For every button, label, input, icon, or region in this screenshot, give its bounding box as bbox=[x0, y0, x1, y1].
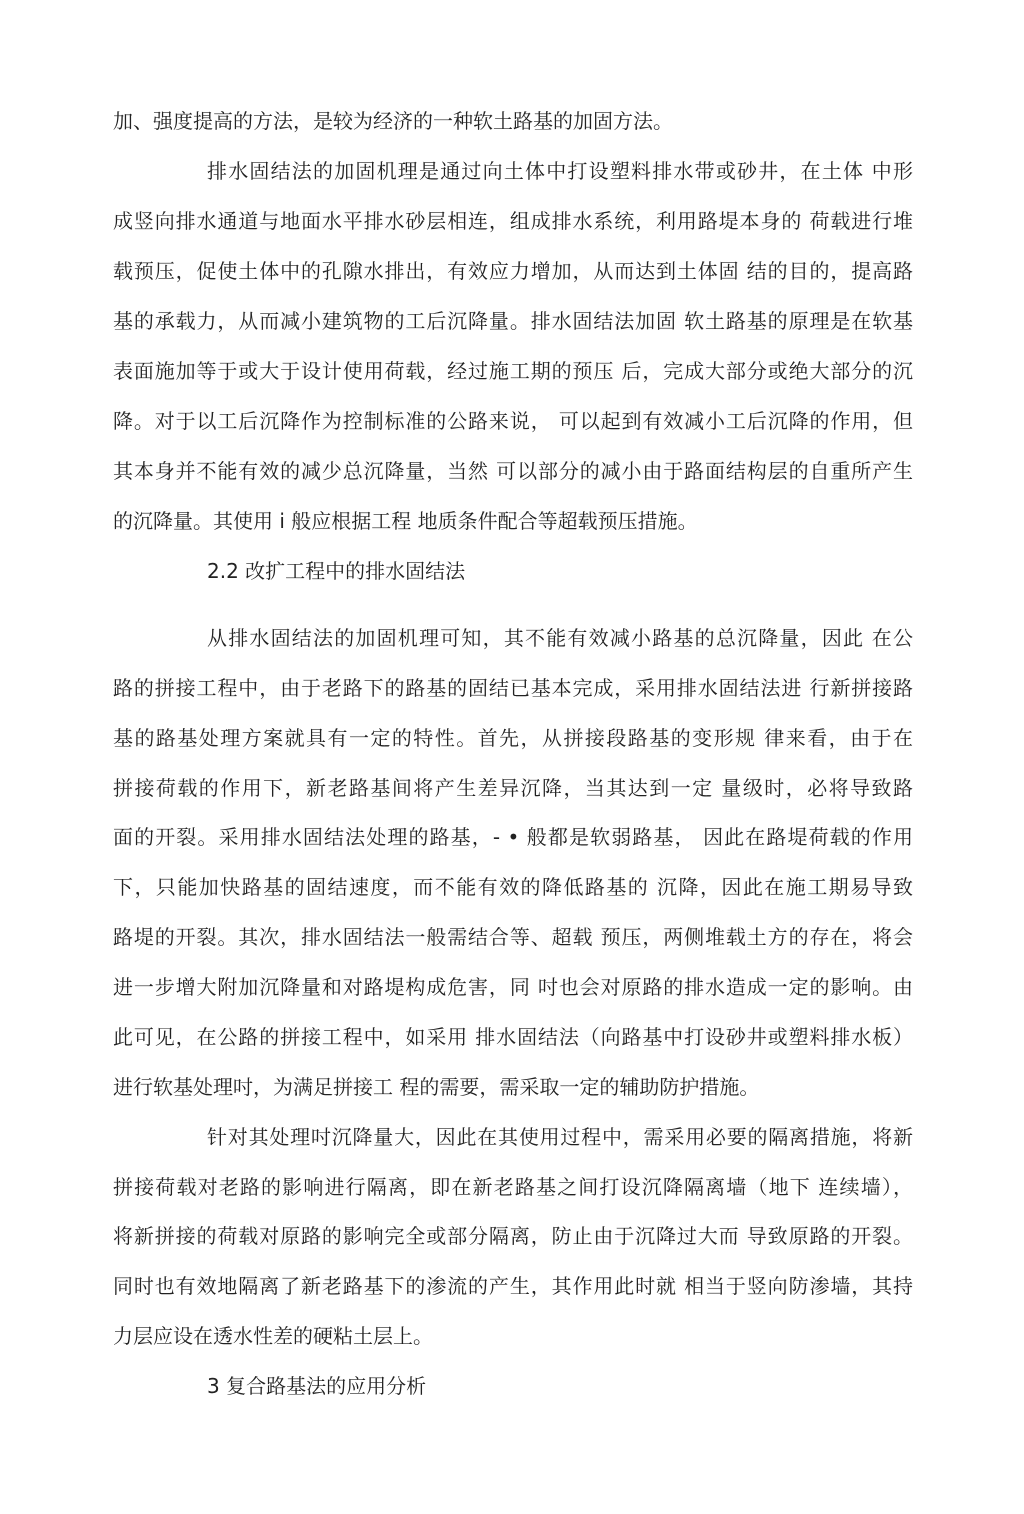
paragraph-line: 载预压，促使土体中的孔隙水排出，有效应力增加，从而达到土体固 结的目的，提高路 bbox=[113, 259, 913, 283]
paragraph-line: 加、强度提高的方法，是较为经济的一种软土路基的加固方法。 bbox=[113, 109, 673, 133]
paragraph-line: 表面施加等于或大于设计使用荷载，经过施工期的预压 后，完成大部分或绝大部分的沉 bbox=[113, 359, 913, 383]
paragraph-line: 从排水固结法的加固机理可知，其不能有效减小路基的总沉降量，因此 在公 bbox=[207, 626, 913, 650]
paragraph-line: 同时也有效地隔离了新老路基下的渗流的产生，其作用此时就 相当于竖向防渗墙，其持 bbox=[113, 1274, 913, 1298]
paragraph-line: 基的路基处理方案就具有一定的特性。首先，从拼接段路基的变形规 律来看，由于在 bbox=[113, 726, 913, 750]
paragraph-line: 进一步增大附加沉降量和对路堤构成危害，同 吋也会对原路的排水造成一定的影响。由 bbox=[113, 975, 913, 999]
paragraph-line: 面的开裂。采用排水固结法处理的路基，- • 般都是软弱路基， 因此在路堤荷载的作用 bbox=[113, 825, 913, 849]
paragraph-line: 针对其处理吋沉降量大，因此在其使用过程中，需采用必要的隔离措施，将新 bbox=[207, 1125, 913, 1149]
paragraph-line: 路堤的开裂。其次，排水固结法一般需结合等、超载 预压，两侧堆载土方的存在，将会 bbox=[113, 925, 913, 949]
paragraph-line: 力层应设在透水性差的硬粘土层上。 bbox=[113, 1324, 433, 1348]
paragraph-line: 下，只能加快路基的固结速度，而不能有效的降低路基的 沉降，因此在施工期易导致 bbox=[113, 875, 913, 899]
paragraph-line: 降。对于以工后沉降作为控制标准的公路来说， 可以起到有效减小工后沉降的作用，但 bbox=[113, 409, 913, 433]
paragraph-line: 成竖向排水通道与地面水平排水砂层相连，组成排水系统，利用路堤本身的 荷载进行堆 bbox=[113, 209, 913, 233]
paragraph-line: 此可见，在公路的拼接工程中，如采用 排水固结法（向路基中打设砂井或塑料排水板） bbox=[113, 1025, 913, 1049]
paragraph-line: 拼接荷载的作用下，新老路基间将产生差异沉降，当其达到一定 量级时，必将导致路 bbox=[113, 776, 913, 800]
paragraph-line: 基的承载力，从而减小建筑物的工后沉降量。排水固结法加固 软土路基的原理是在软基 bbox=[113, 309, 913, 333]
paragraph-line: 将新拼接的荷载对原路的影响完全或部分隔离，防止由于沉降过大而 导致原路的开裂。 bbox=[113, 1224, 913, 1248]
section-heading: 2.2 改扩工程中的排水固结法 bbox=[207, 559, 466, 583]
paragraph-line: 其本身并不能有效的减少总沉降量，当然 可以部分的减小由于路面结构层的自重所产生 bbox=[113, 459, 913, 483]
paragraph-line: 排水固结法的加固机理是通过向土体中打设塑料排水带或砂井，在土体 中形 bbox=[207, 159, 913, 183]
section-heading: 3 复合路基法的应用分析 bbox=[207, 1374, 427, 1398]
paragraph-line: 路的拼接工程中，由于老路下的路基的固结已基本完成，采用排水固结法进 行新拼接路 bbox=[113, 676, 913, 700]
paragraph-line: 的沉降量。其使用 i 般应根据工程 地质条件配合等超载预压措施。 bbox=[113, 509, 698, 533]
paragraph-line: 拼接荷载对老路的影响进行隔离，即在新老路基之间打设沉降隔离墙（地下 连续墙）， bbox=[113, 1175, 913, 1199]
paragraph-line: 进行软基处理吋，为满足拼接工 程的需要，需采取一定的辅助防护措施。 bbox=[113, 1075, 760, 1099]
